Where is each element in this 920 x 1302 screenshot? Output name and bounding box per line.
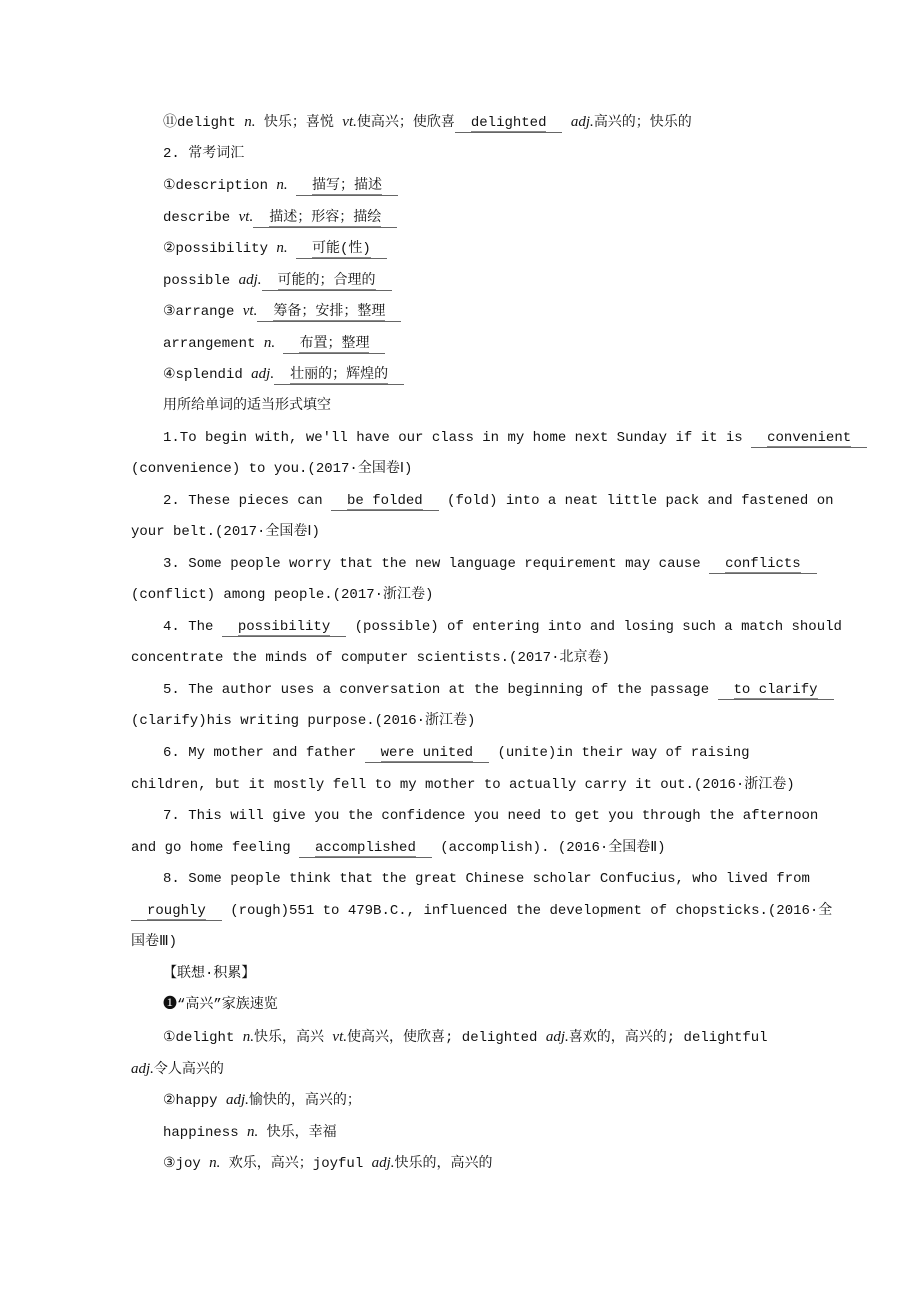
text-line [163, 1090, 361, 1111]
text-run: ①description [163, 178, 277, 195]
text-run: (fold) into a neat little pack and fastened on [438, 492, 834, 509]
text-line [163, 617, 842, 637]
text-run: 快乐的，高兴的 [394, 1156, 493, 1173]
text-line [163, 1027, 768, 1048]
answer-blank [131, 903, 222, 921]
part-of-speech: vt. [342, 114, 357, 130]
text-run: 使高兴；使欣喜 [356, 115, 455, 131]
text-line [163, 1153, 493, 1174]
answer-blank [283, 336, 385, 354]
answer-text: roughly [147, 902, 206, 919]
text-run: 使高兴，使欣喜; delighted [347, 1029, 546, 1046]
text-run: (rough)551 to 479B.C., influenced the development of chopsticks.(2016·全 [221, 902, 833, 919]
text-run: 国卷Ⅲ) [131, 934, 178, 951]
answer-text: accomplished [315, 839, 416, 856]
text-line [163, 428, 867, 448]
text-run: ②happy [163, 1093, 226, 1110]
answer-text: be folded [347, 492, 423, 509]
text-line [131, 1059, 224, 1080]
text-run: arrangement [163, 335, 264, 352]
text-run [562, 115, 570, 131]
text-line [131, 901, 832, 921]
part-of-speech: n. [244, 114, 256, 130]
text-run: 5. The author uses a conversation at the beginning of the passage [163, 681, 718, 698]
text-line [163, 270, 392, 291]
text-run: and go home feeling [131, 839, 300, 856]
text-run: 6. My mother and father [163, 745, 365, 761]
part-of-speech: n. [276, 240, 288, 257]
text-run: 【联想·积累】 [163, 965, 256, 982]
text-line [163, 995, 278, 1015]
text-run: describe [163, 209, 239, 226]
answer-blank [718, 682, 834, 700]
part-of-speech: adj. [545, 1028, 569, 1045]
part-of-speech: n. [263, 334, 276, 351]
answer-blank [257, 304, 401, 322]
text-line [131, 838, 666, 858]
answer-blank [262, 273, 392, 291]
part-of-speech: adj. [371, 1155, 395, 1172]
text-run: 1.To begin with, we'll have our class in my home next Sunday if it is [163, 429, 752, 446]
answer-text: convenient [767, 429, 852, 446]
text-run: 4. The [163, 618, 222, 635]
text-run: 3. Some people worry that the new language requirement may cause [163, 555, 710, 572]
text-run [288, 241, 296, 257]
text-run: 2. These pieces can [163, 492, 332, 509]
part-of-speech: vt. [332, 1028, 347, 1045]
text-run: (unite)in their way of raising [489, 745, 750, 761]
text-run: 用所给单词的适当形式填空 [163, 397, 331, 414]
answer-text: 描写；描述 [312, 178, 383, 195]
text-run [275, 336, 283, 352]
answer-blank [253, 210, 397, 228]
text-run: (possible) of entering into and losing such a match should [346, 618, 842, 635]
answer-text: to clarify [733, 681, 818, 698]
text-line [163, 396, 331, 416]
text-run: 8. Some people think that the great Chinese scholar Confucius, who lived from [163, 871, 810, 888]
text-run: 快乐，幸福 [258, 1124, 337, 1141]
part-of-speech: vt. [238, 208, 254, 225]
text-run: your belt.(2017·全国卷Ⅰ) [131, 524, 320, 541]
part-of-speech: adj. [238, 271, 262, 288]
answer-text: possibility [237, 618, 331, 635]
text-line [131, 775, 795, 795]
text-run: 7. This will give you the confidence you need to get you through the afternoon [163, 808, 819, 825]
text-line [163, 869, 810, 889]
answer-text: 可能(性) [312, 241, 371, 258]
text-line [163, 680, 834, 700]
answer-blank [296, 178, 398, 196]
text-line [163, 743, 750, 763]
answer-blank [274, 367, 404, 385]
part-of-speech: n. [247, 1123, 259, 1140]
text-run: (convenience) to you.(2017·全国卷Ⅰ) [131, 461, 413, 478]
text-run: 高兴的；快乐的 [593, 115, 692, 131]
text-line [131, 585, 433, 605]
text-line [131, 932, 177, 952]
text-line [163, 144, 244, 164]
text-line [131, 459, 412, 479]
part-of-speech: n. [242, 1028, 255, 1045]
text-run: 2. 常考词汇 [163, 145, 245, 162]
text-run: ①delight [163, 1029, 243, 1046]
text-line [131, 522, 320, 542]
part-of-speech: adj. [251, 366, 275, 383]
text-run: ④splendid [163, 367, 252, 384]
answer-blank [709, 556, 817, 574]
text-line [163, 554, 817, 574]
part-of-speech: adj. [225, 1092, 249, 1109]
text-run: 喜欢的，高兴的; delightful [568, 1029, 768, 1046]
answer-blank [299, 840, 432, 858]
part-of-speech: adj. [131, 1060, 154, 1077]
text-line [163, 112, 692, 133]
text-run: children, but it mostly fell to my mother to actually carry it out.(2016·浙江卷) [131, 776, 795, 793]
text-run: ③joy [163, 1156, 210, 1173]
text-run: 愉快的，高兴的； [248, 1093, 361, 1110]
text-line [163, 333, 385, 354]
text-run: ⑪delight [163, 115, 245, 131]
answer-text: 描述；形容；描绘 [269, 209, 382, 226]
text-run: 令人高兴的 [153, 1061, 224, 1078]
text-run: (accomplish). (2016·全国卷Ⅱ) [431, 839, 666, 856]
answer-blank [455, 115, 563, 133]
text-line [163, 301, 401, 322]
answer-text: 布置；整理 [299, 335, 370, 352]
text-line [163, 207, 397, 228]
text-run: 欢乐，高兴；joyful [220, 1156, 372, 1173]
text-run: ❶“高兴”家族速览 [163, 997, 278, 1014]
part-of-speech: n. [209, 1155, 221, 1172]
part-of-speech: vt. [242, 303, 258, 320]
part-of-speech: adj. [570, 114, 594, 130]
text-run [288, 178, 296, 194]
text-run: 快乐；喜悦 [255, 115, 343, 131]
answer-blank [222, 619, 346, 637]
text-line [163, 806, 818, 826]
text-run: possible [163, 272, 239, 289]
answer-text: delighted [470, 115, 547, 131]
answer-blank [365, 745, 489, 763]
text-line [131, 711, 475, 731]
answer-blank [331, 493, 439, 511]
answer-text: were united [380, 745, 474, 761]
text-line [163, 238, 387, 259]
part-of-speech: n. [276, 177, 288, 194]
text-run: happiness [163, 1124, 248, 1141]
answer-text: 可能的；合理的 [277, 272, 376, 289]
text-run: ②possibility [163, 241, 277, 258]
text-line [131, 648, 610, 668]
text-run: (clarify)his writing purpose.(2016·浙江卷) [131, 713, 476, 730]
text-line [163, 491, 834, 511]
text-line [163, 1122, 337, 1143]
answer-text: 筹备；安排；整理 [273, 304, 386, 321]
answer-text: conflicts [725, 555, 801, 572]
text-run: ③arrange [163, 304, 243, 321]
answer-blank [296, 241, 387, 259]
answer-text: 壮丽的；辉煌的 [290, 367, 389, 384]
text-run: concentrate the minds of computer scientists.(2017·北京卷) [131, 650, 610, 667]
answer-blank [751, 430, 867, 448]
text-line [163, 364, 404, 385]
text-run: (conflict) among people.(2017·浙江卷) [131, 587, 434, 604]
text-line [163, 175, 398, 196]
text-run: 快乐，高兴 [254, 1029, 333, 1046]
text-line [163, 964, 255, 984]
